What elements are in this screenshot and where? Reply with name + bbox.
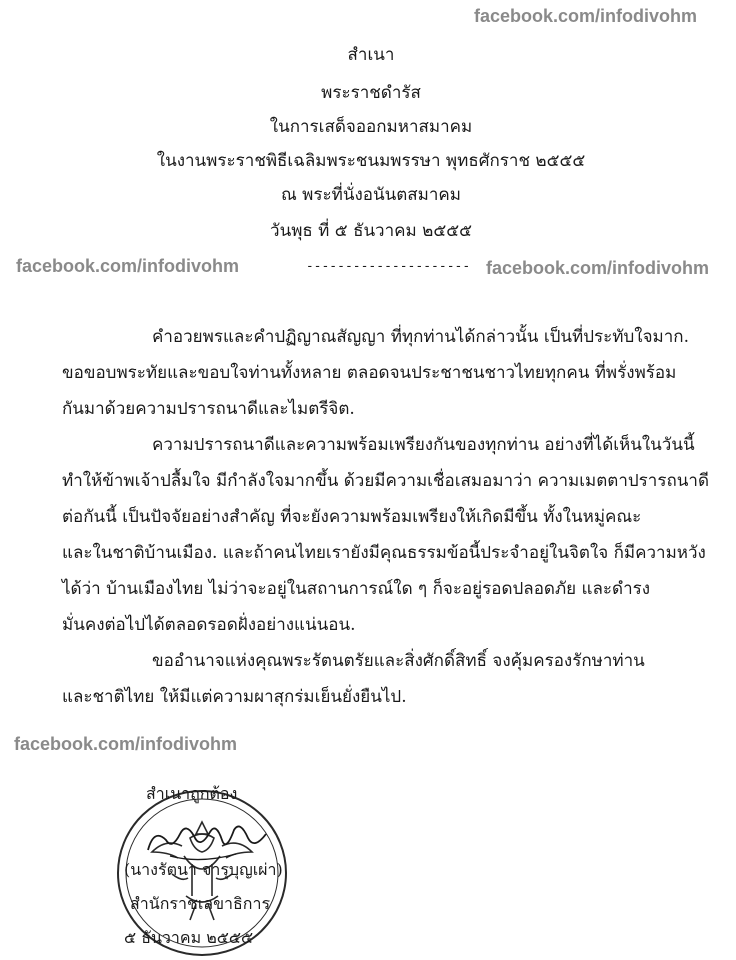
watermark-mid-left: facebook.com/infodivohm: [16, 256, 240, 276]
watermark-lower-left: facebook.com/infodivohm: [14, 734, 238, 754]
signatory-office: สำนักราชเลขาธิการ: [130, 894, 271, 913]
venue-line: ณ พระที่นั่งอนันตสมาคม: [281, 185, 461, 205]
body-paragraph-line: ขอขอบพระทัยและขอบใจท่านทั้งหลาย ตลอดจนประชาชนชาวไทยทุกคน ที่พรั่งพร้อม: [62, 363, 677, 383]
copy-label: สำเนา: [347, 45, 395, 65]
watermark-mid-right: facebook.com/infodivohm: [486, 258, 710, 278]
certified-copy-label: สำเนาถูกต้อง: [146, 784, 238, 803]
body-paragraph-line: ทำให้ข้าพเจ้าปลื้มใจ มีกำลังใจมากขึ้น ด้วยมีความเชื่อเสมอมาว่า ความเมตตาปรารถนาดี: [62, 471, 709, 491]
signatory-name: (นางรัตนา จารุบุญเผ่า): [124, 860, 283, 879]
header-separator: ---------------------: [305, 259, 471, 274]
certification-date: ๕ ธันวาคม ๒๕๕๕: [124, 928, 254, 947]
document-title: พระราชดำรัส: [321, 83, 421, 103]
body-paragraph-line: และในชาติบ้านเมือง. และถ้าคนไทยเรายังมีคุณธรรมข้อนี้ประจำอยู่ในจิตใจ ก็มีความหวัง: [62, 543, 706, 563]
occasion-line: ในการเสด็จออกมหาสมาคม: [269, 117, 473, 137]
body-paragraph-line: คำอวยพรและคำปฏิญาณสัญญา ที่ทุกท่านได้กล่าวนั้น เป็นที่ประทับใจมาก.: [152, 327, 690, 347]
body-paragraph-line: ได้ว่า บ้านเมืองไทย ไม่ว่าจะอยู่ในสถานการณ์ใด ๆ ก็จะอยู่รอดปลอดภัย และดำรง: [62, 579, 651, 599]
body-paragraph-line: และชาติไทย ให้มีแต่ความผาสุกร่มเย็นยั่งยืนไป.: [62, 687, 407, 707]
body-paragraph-line: มั่นคงต่อไปได้ตลอดรอดฝั่งอย่างแน่นอน.: [62, 615, 356, 635]
body-paragraph-line: ขออำนาจแห่งคุณพระรัตนตรัยและสิ่งศักดิ์สิทธิ์ จงคุ้มครองรักษาท่าน: [152, 651, 645, 671]
ceremony-line: ในงานพระราชพิธีเฉลิมพระชนมพรรษา พุทธศักราช ๒๕๕๕: [156, 151, 586, 171]
date-line: วันพุธ ที่ ๕ ธันวาคม ๒๕๕๕: [270, 221, 472, 241]
body-paragraph-line: กันมาด้วยความปรารถนาดีและไมตรีจิต.: [62, 399, 355, 419]
watermark-top-right: facebook.com/infodivohm: [474, 6, 698, 26]
body-paragraph-line: ต่อกันนี้ เป็นปัจจัยอย่างสำคัญ ที่จะยังความพร้อมเพรียงให้เกิดมีขึ้น ทั้งในหมู่คณะ: [62, 507, 642, 527]
body-paragraph-line: ความปรารถนาดีและความพร้อมเพรียงกันของทุกท่าน อย่างที่ได้เห็นในวันนี้: [152, 435, 695, 455]
